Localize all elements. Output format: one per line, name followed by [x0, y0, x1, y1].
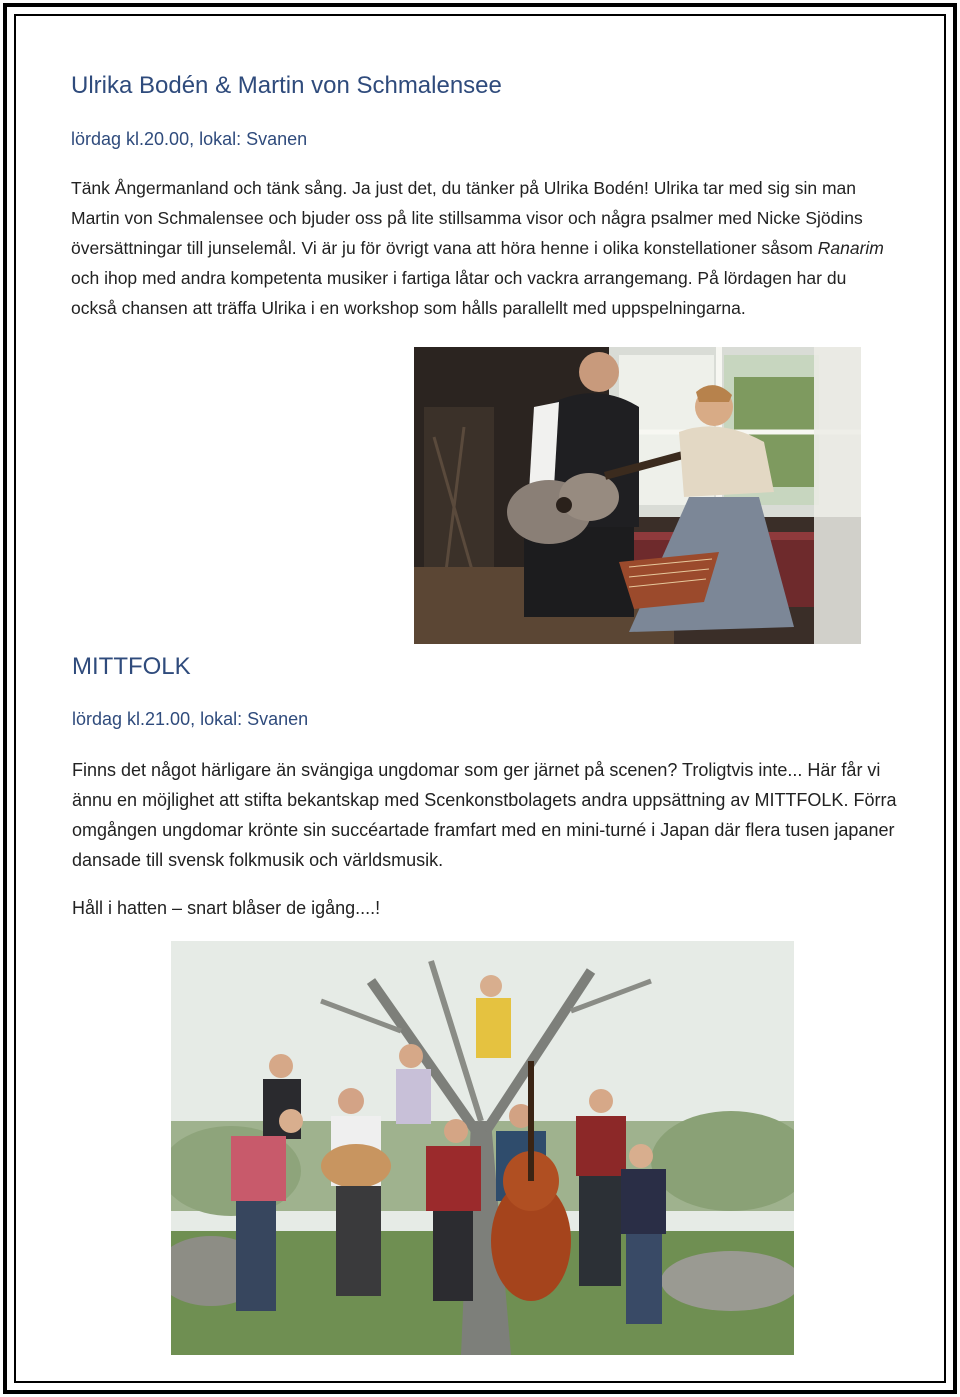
section2-title: MITTFOLK [72, 653, 191, 680]
section1-title: Ulrika Bodén & Martin von Schmalensee [71, 72, 502, 99]
section2-meta: lördag kl.21.00, lokal: Svanen [72, 709, 309, 729]
duo-photo-illustration [414, 347, 861, 644]
section2-closing-line: Håll i hatten – snart blåser de igång....! [72, 898, 381, 918]
duo-photo [414, 347, 861, 644]
group-photo-illustration [171, 941, 794, 1355]
group-photo [171, 941, 794, 1355]
section1-meta: lördag kl.20.00, lokal: Svanen [71, 129, 308, 149]
section1-paragraph [71, 173, 886, 323]
section1-paragraph-italic: Ranarim [817, 238, 884, 258]
section1-paragraph-text-b: och ihop med andra kompetenta musiker i fartiga låtar och vackra arrangemang. På lördagen har du också chansen att träffa Ulrika i en workshop som hålls parallellt med uppspelningarna. [71, 268, 847, 318]
section2-paragraph: Finns det något härligare än svängiga ungdomar som ger järnet på scenen? Troligtvis inte... Här får vi ännu en möjlighet att stifta bekantskap med Scenkonstbolagets andra uppsättning av MITTFOLK. Förra omgången ungdomar krönte sin succéartade framfart med en mini-turné i Japan där flera tusen japaner dansade till svensk folkmusik och världsmusik. [72, 760, 897, 870]
section1-paragraph-text-a: Tänk Ångermanland och tänk sång. Ja just det, du tänker på Ulrika Bodén! Ulrika tar med sig sin man Martin von Schmalensee och bjuder oss på lite stillsamma visor och några psalmer med Nicke Sjödins översättningar till junselemål. Vi är ju för övrigt vana att höra henne i olika konstellationer såsom [71, 178, 863, 258]
